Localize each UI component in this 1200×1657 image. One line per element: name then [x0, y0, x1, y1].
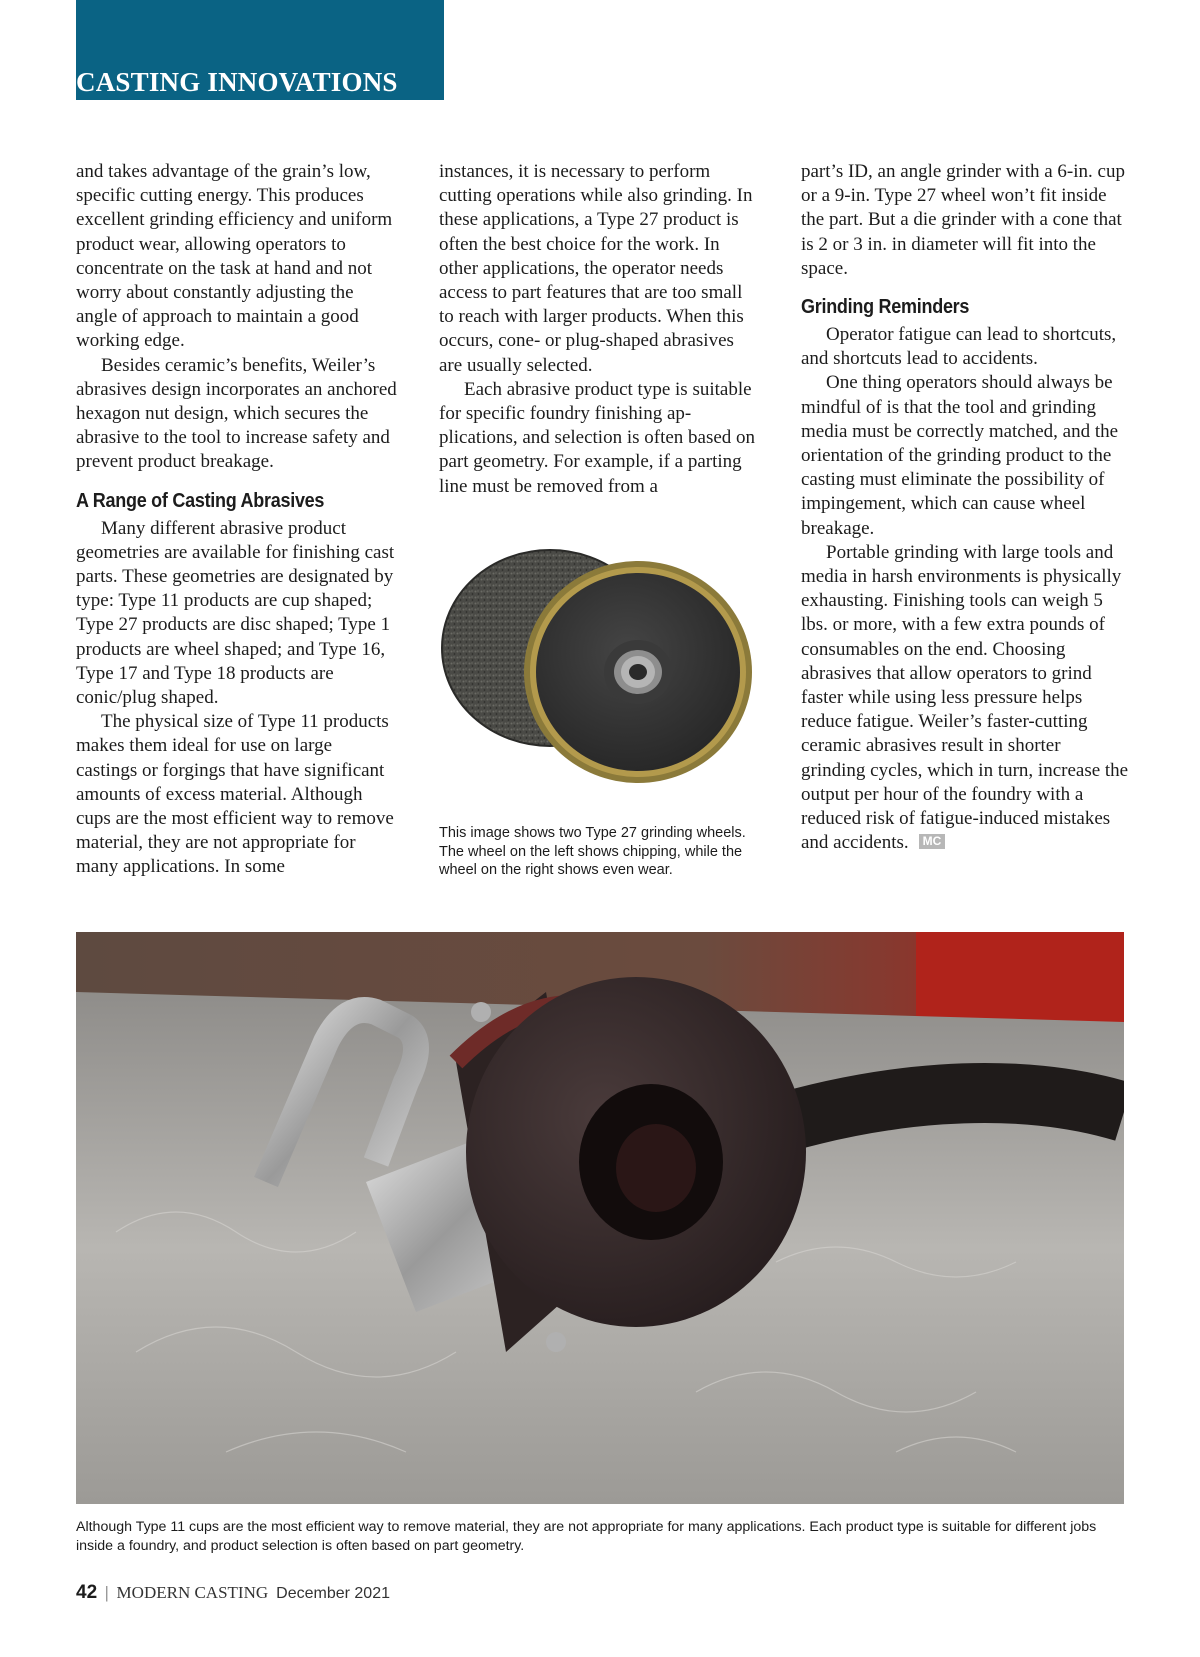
paragraph: Many different abrasive product geometries are available for finishing cast parts. These geometries are designated by type: Type 11 products are cup shaped; Type 27 products are disc shaped; Type 1 products are wheel shaped; and Type 16, Type 17 and Type 18 products are conic/plug shaped.: [76, 517, 395, 709]
paragraph-text: Portable grinding with large tools and media in harsh environments is physically exhausting. Finishing tools can weigh 5 lbs. or more, with a few extra pounds of consumables on the end. Choosing abrasives that allow operators to grind faster while using less pressure helps reduce fatigue. Weiler’s faster-cutting ceramic abrasives result in shorter grinding cycles, which in turn, increase the output per hour of the foundry with a reduced risk of fatigue-induced mistakes and accidents.: [801, 541, 1129, 854]
wheels-photo-caption: This image shows two Type 27 grinding wheels. The wheel on the left shows chipping, while the wheel on the right shows even wear.: [439, 825, 746, 878]
text-column-1: [76, 160, 398, 880]
paragraph: Besides ceramic’s benefits, Weiler’s abrasives design incorporates an anchored hexagon nut design, which secures the abrasive to the tool to increase safety and prevent product breakage.: [76, 354, 397, 473]
paragraph: [801, 541, 1129, 856]
paragraph: Each abrasive product type is suitable for specific foundry finishing applications, and selection is often based on part geometry. For example, if a parting line must be removed from a: [439, 378, 756, 497]
grinder-photo-caption: Although Type 11 cups are the most efficient way to remove material, they are not appropriate for many applications. Each product type is suitable for different jobs inside a foundry, and product selection is often based on part geometry.: [76, 1519, 1097, 1554]
footer-separator: |: [105, 1583, 109, 1602]
publication-name: MODERN CASTING: [116, 1583, 269, 1602]
end-mark-badge: MC: [919, 834, 946, 849]
section-header-banner: [76, 0, 444, 100]
page-footer: [76, 1582, 390, 1605]
paragraph: The physical size of Type 11 products makes them ideal for use on large castings or forgings that have significant amounts of excess material. Although cups are the most efficient way to remove material, they are not appropriate for many applications. In some: [76, 711, 394, 878]
text-column-2: [439, 160, 761, 499]
issue-date: December 2021: [276, 1585, 390, 1602]
paragraph: Operator fatigue can lead to shortcuts, and shortcuts lead to accidents.: [801, 324, 1117, 370]
paragraph: One thing operators should always be mindful of is that the tool and grinding media must be correctly matched, and the orientation of the grinding product to the casting must eliminate the possibility of impingement, which can cause wheel breakage.: [801, 372, 1119, 539]
grinding-wheels-photo: [438, 548, 764, 790]
page-number: 42: [76, 1582, 98, 1603]
grinder-photo: [76, 932, 1124, 1504]
section-title: CASTING INNOVATIONS: [76, 67, 398, 97]
paragraph: instances, it is necessary to perform cutting operations while also grinding. In these applications, a Type 27 product is often the best choice for the work. In other applications, the operator needs access to part features that are too small to reach with larger products. When this occurs, cone- or plug-shaped abrasives are usually selected.: [439, 161, 753, 376]
text-column-3: [801, 160, 1129, 855]
subheading-range-of-casting-abrasives: A Range of Casting Abrasives: [76, 489, 325, 512]
subheading-grinding-reminders: Grinding Reminders: [801, 296, 970, 319]
paragraph: and takes advantage of the grain’s low, specific cutting energy. This produces excellent grinding efficiency and uniform product wear, allowing operators to concentrate on the task at hand and not worry about constantly adjusting the angle of approach to maintain a good working edge.: [76, 161, 393, 352]
paragraph: part’s ID, an angle grinder with a 6-in. cup or a 9-in. Type 27 wheel won’t fit inside the part. But a die grinder with a cone that is 2 or 3 in. in diameter will fit into the space.: [801, 161, 1125, 279]
grinder-photo-image: [76, 932, 1124, 1504]
